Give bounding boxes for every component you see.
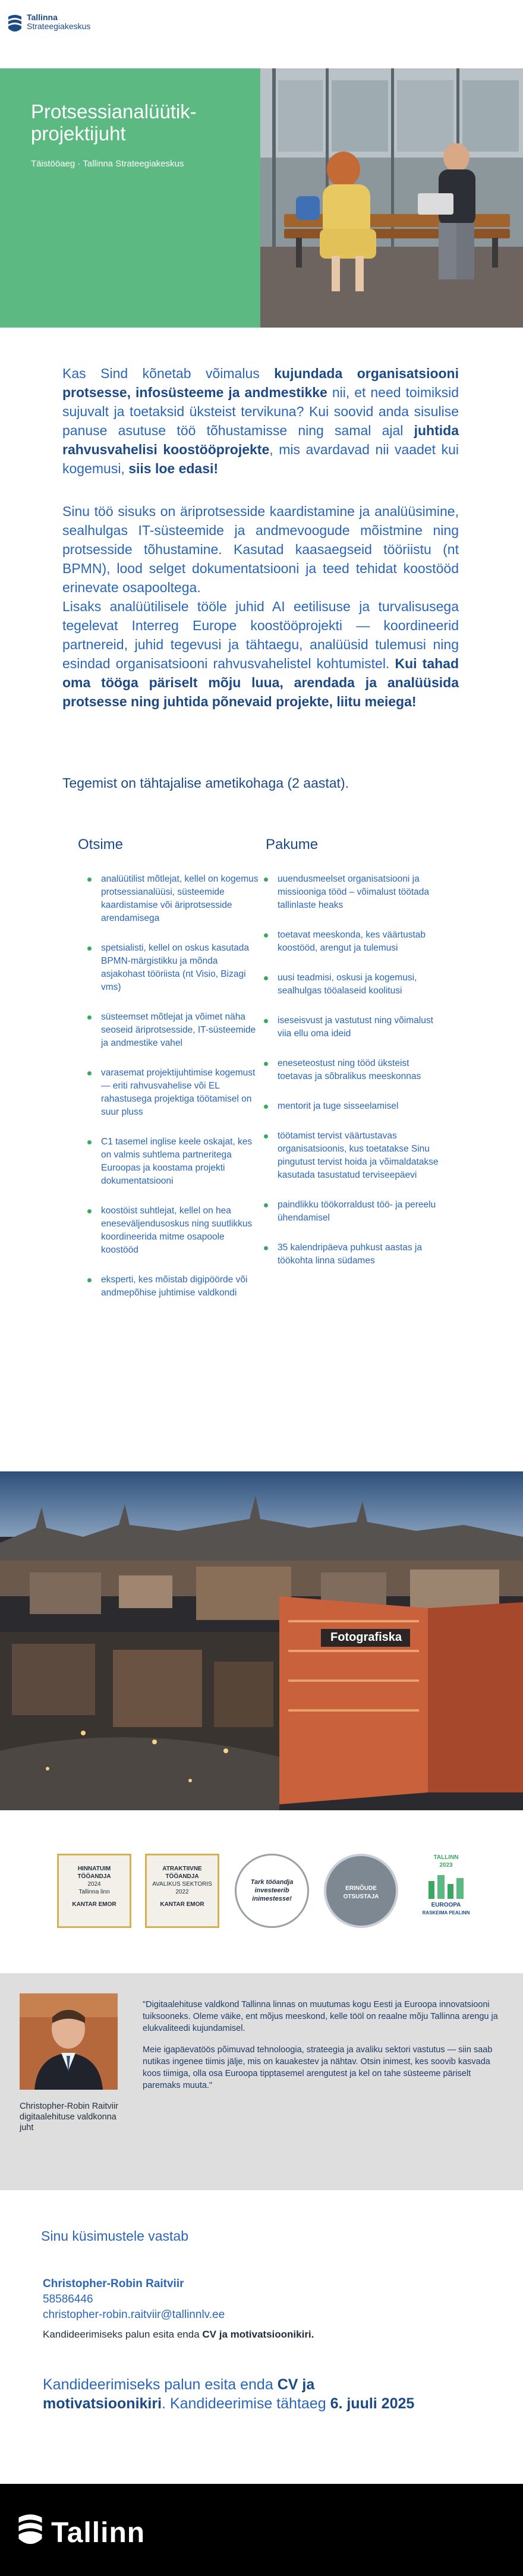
intro-highlight: kujundada organisatsiooni protsesse, infosüsteeme ja andmestikke [62, 366, 459, 400]
badge-line: TALLINN [433, 1854, 459, 1861]
badge-line: inimestesse! [252, 1895, 292, 1902]
intro-text: , mis avardavad nii vaadet kui kogemusi, [62, 442, 459, 476]
quote-text [143, 1999, 502, 2101]
badge-line: ATRAKTIIVNE [162, 1866, 202, 1872]
list-item: mentorit ja tuge sisseelamisel [263, 1100, 439, 1113]
list-item: varasemat projektijuhtimise kogemust — eriti rahvusvahelise või EL rahastusega projektiga töötamisel on suur pluss [86, 1067, 262, 1119]
logo-line-1: Tallinna [27, 12, 58, 22]
badge-line: ERINÕUDE [345, 1885, 377, 1892]
badge-brand: KANTAR EMOR [72, 1901, 116, 1908]
person-name: Christopher-Robin Raitviir [20, 2102, 118, 2111]
apply-highlight: CV ja motivatsioonikiri [43, 2376, 315, 2412]
contact-phone-link[interactable]: 58586446 [43, 2293, 93, 2305]
badge-attractive-employer [145, 1854, 219, 1928]
badge-smart-employer [235, 1854, 309, 1928]
hero-photo-illustration [260, 68, 523, 328]
apply-highlight: CV ja motivatsioonikiri. [202, 2329, 314, 2340]
intro-highlight: siis loe edasi! [128, 461, 219, 476]
quote-paragraph: Meie igapäevatöös põimuvad tehnoloogia, strateegia ja avaliku sektori vastutus — siin saab nutikas ingenee tiimis jälje, mis on kauakestev ja nähtav. Otsin inimest, kes soovib kasvada koos tiimiga, olla osa Euroopa tipptasemel arengutest ja kel on tahe süsteeme päriselt paremaks muuta." [143, 2045, 493, 2090]
badge-line: 2024 [87, 1881, 101, 1888]
intro-text: Lisaks analüütilisele tööle juhid AI eetilisuse ja turvalisusega tegelevat Interreg Europe koostööprojekti — koordineerid partnereid, juhid tegevusi ja tähtaegu, analüüsid tulemusi ning esindad organisatsiooni rahvusvahelistel kohtumistel. [62, 599, 459, 671]
intro-text: Kas Sind kõnetab võimalus [62, 366, 275, 381]
list-item: analüütilist mõtlejat, kellel on kogemus protsessianalüüsi, süsteemide kaardistamise või äriprotsesside arendamisega [86, 873, 262, 925]
intro-highlight: Kui tahad oma tööga päriselt mõju luua, arendada ja analüüsida protsesse ning juhtida põnevaid projekte, liitu meiega! [62, 656, 459, 709]
quote-section [0, 1973, 523, 2190]
list-item: töötamist tervist väärtustavas organisatsioonis, kus toetatakse Sinu pingutust tervist hoida ja võimaldatakse kasutada tasustatud terviseepäevi [263, 1130, 439, 1182]
city-photo [0, 1471, 523, 1810]
logo-wordmark[interactable] [27, 13, 90, 31]
green-city-icon [426, 1869, 467, 1899]
apply-deadline-date: 6. juuli 2025 [330, 2395, 415, 2412]
apply-text: Kandideerimiseks palun esita enda [43, 2329, 203, 2340]
list-item: toetavat meeskonda, kes väärtustab koostööd, arengut ja tulemusi [263, 929, 439, 955]
person-role: digitaalehituse valdkonna juht [20, 2112, 116, 2132]
badge-line: Tark tööandja [250, 1879, 294, 1886]
list-item: spetsialisti, kellel on oskus kasutada BPMN-märgistikku ja mõnda asjakohast tööriista (nt Visio, Bizagi vms) [86, 942, 262, 994]
list-item: uusi teadmisi, oskusi ja kogemusi, sealhulgas tööalaseid koolitusi [263, 971, 439, 998]
list-item: uuendusmeelset organisatsiooni ja missiooniga tööd – võimalust töötada tallinlaste heaks [263, 873, 439, 912]
badge-line: HINNATUIM [77, 1866, 111, 1872]
list-item: koostöist suhtlejat, kellel on hea eneseväljendusoskus ning suutlikkus koordineerida mitme osapoole koostööd [86, 1204, 262, 1257]
intro-text: Sinu töö sisuks on äriprotsesside kaardistamine ja analüüsimine, sealhulgas IT-süsteemide ja andmevoogude mõistmine ning protsesside tõhustamine. Kasutad kaasaegseid tööriistu (nt BPMN), lood selget dokumentatsiooni ja teed tehidat koostööd erinevate osapooltega. [62, 504, 459, 595]
requirements-heading: Otsime [78, 836, 124, 853]
badge-line: EUROOPA [431, 1902, 461, 1908]
tallinn-shield-icon [8, 13, 21, 34]
badge-line: 2022 [175, 1889, 189, 1895]
list-item: eneseteostust ning tööd üksteist toetavas ja sõbralikus meeskonnas [263, 1057, 439, 1083]
offers-list [263, 873, 439, 1267]
badge-line: TÖÖANDJA [165, 1873, 199, 1880]
apply-text: Kandideerimiseks palun esita enda [43, 2376, 278, 2393]
footer-wordmark[interactable]: Tallinn [51, 2517, 146, 2549]
apply-deadline [43, 2375, 435, 2413]
hero-photo [260, 68, 523, 328]
list-item: C1 tasemel inglise keele oskajat, kes on valmis suhtlema partneritega Euroopas ja koostama projekti dokumentatsiooni [86, 1136, 262, 1188]
badge-line: AVALIKUS SEKTORIS [152, 1881, 212, 1888]
intro-text: nii, et need toimiksid sujuvalt ja toetaksid üksteist tervikuna? Kui soovid anda sisulise panuse asutuse töö tõhustamisse ning samal ajal [62, 385, 459, 438]
hero-banner [0, 68, 523, 328]
badge-line: RASKEIMA PEALINN [422, 1910, 470, 1916]
list-item: paindlikku töökorraldust töö- ja pereelu ühendamisel [263, 1199, 439, 1225]
badge-line: TÖÖANDJA [77, 1873, 111, 1880]
list-item: eksperti, kes mõistab digipöörde või andmepõhise juhtimise valdkondi [86, 1273, 262, 1300]
badge-most-valued-employer [57, 1854, 131, 1928]
page-footer [0, 2484, 523, 2576]
apply-instructions [43, 2329, 314, 2341]
contact-heading: Sinu küsimustele vastab [41, 2228, 189, 2244]
list-item: iseseisvust ja vastutust ning võimalust viia ellu oma ideid [263, 1014, 439, 1040]
intro-paragraph-1 [62, 364, 459, 478]
requirements-list [86, 873, 262, 1300]
hero-subtitle: Täistööaeg · Tallinna Strateegiakeskus [31, 159, 184, 169]
badge-line: 2023 [439, 1862, 453, 1869]
person-photo [20, 1993, 118, 2090]
logo-line-2: Strateegiakeskus [27, 21, 91, 31]
badge-green-capital [409, 1854, 483, 1928]
tallinn-shield-icon [18, 2511, 42, 2549]
building-sign: Fotografiska [330, 1631, 402, 1644]
quote-paragraph: "Digitaalehituse valdkond Tallinna linnas on muutumas kogu Eesti ja Euroopa innovatsiooni tuiksooneks. Oleme väike, ent mõjus meeskond, kelle tööl on reaalne mõju Tallinna arengu ja elukvaliteedi kujundamisel. [143, 2000, 498, 2033]
contact-email-link[interactable]: christopher-robin.raitviir@tallinnlv.ee [43, 2308, 225, 2321]
badge-line: OTSUSTAJA [343, 1894, 379, 1900]
intro-highlight: juhtida rahvusvahelisi koostööprojekte [62, 423, 459, 457]
badge-equal-employer [324, 1854, 398, 1928]
city-photo-illustration [0, 1471, 523, 1810]
intro-paragraph-2 [62, 502, 459, 711]
person-portrait [20, 1993, 118, 2090]
page-header [0, 0, 523, 68]
person-caption [20, 2101, 121, 2133]
contract-tagline: Tegemist on tähtajalise ametikohaga (2 aastat). [62, 775, 349, 791]
contact-name: Christopher-Robin Raitviir [43, 2278, 184, 2290]
badge-line: investeerib [254, 1887, 289, 1894]
badge-line: Tallinna linn [78, 1889, 110, 1895]
list-item: 35 kalendripäeva puhkust aastas ja töökohta linna südames [263, 1241, 439, 1267]
list-item: süsteemset mõtlejat ja võimet näha seoseid äriprotsesside, IT-süsteemide ja andmestike vahel [86, 1011, 262, 1050]
apply-text: . Kandideerimise tähtaeg [162, 2395, 330, 2412]
badge-brand: KANTAR EMOR [160, 1901, 204, 1908]
page-title: Protsessianalüütik-projektijuht [31, 100, 197, 144]
offers-heading: Pakume [266, 836, 319, 853]
